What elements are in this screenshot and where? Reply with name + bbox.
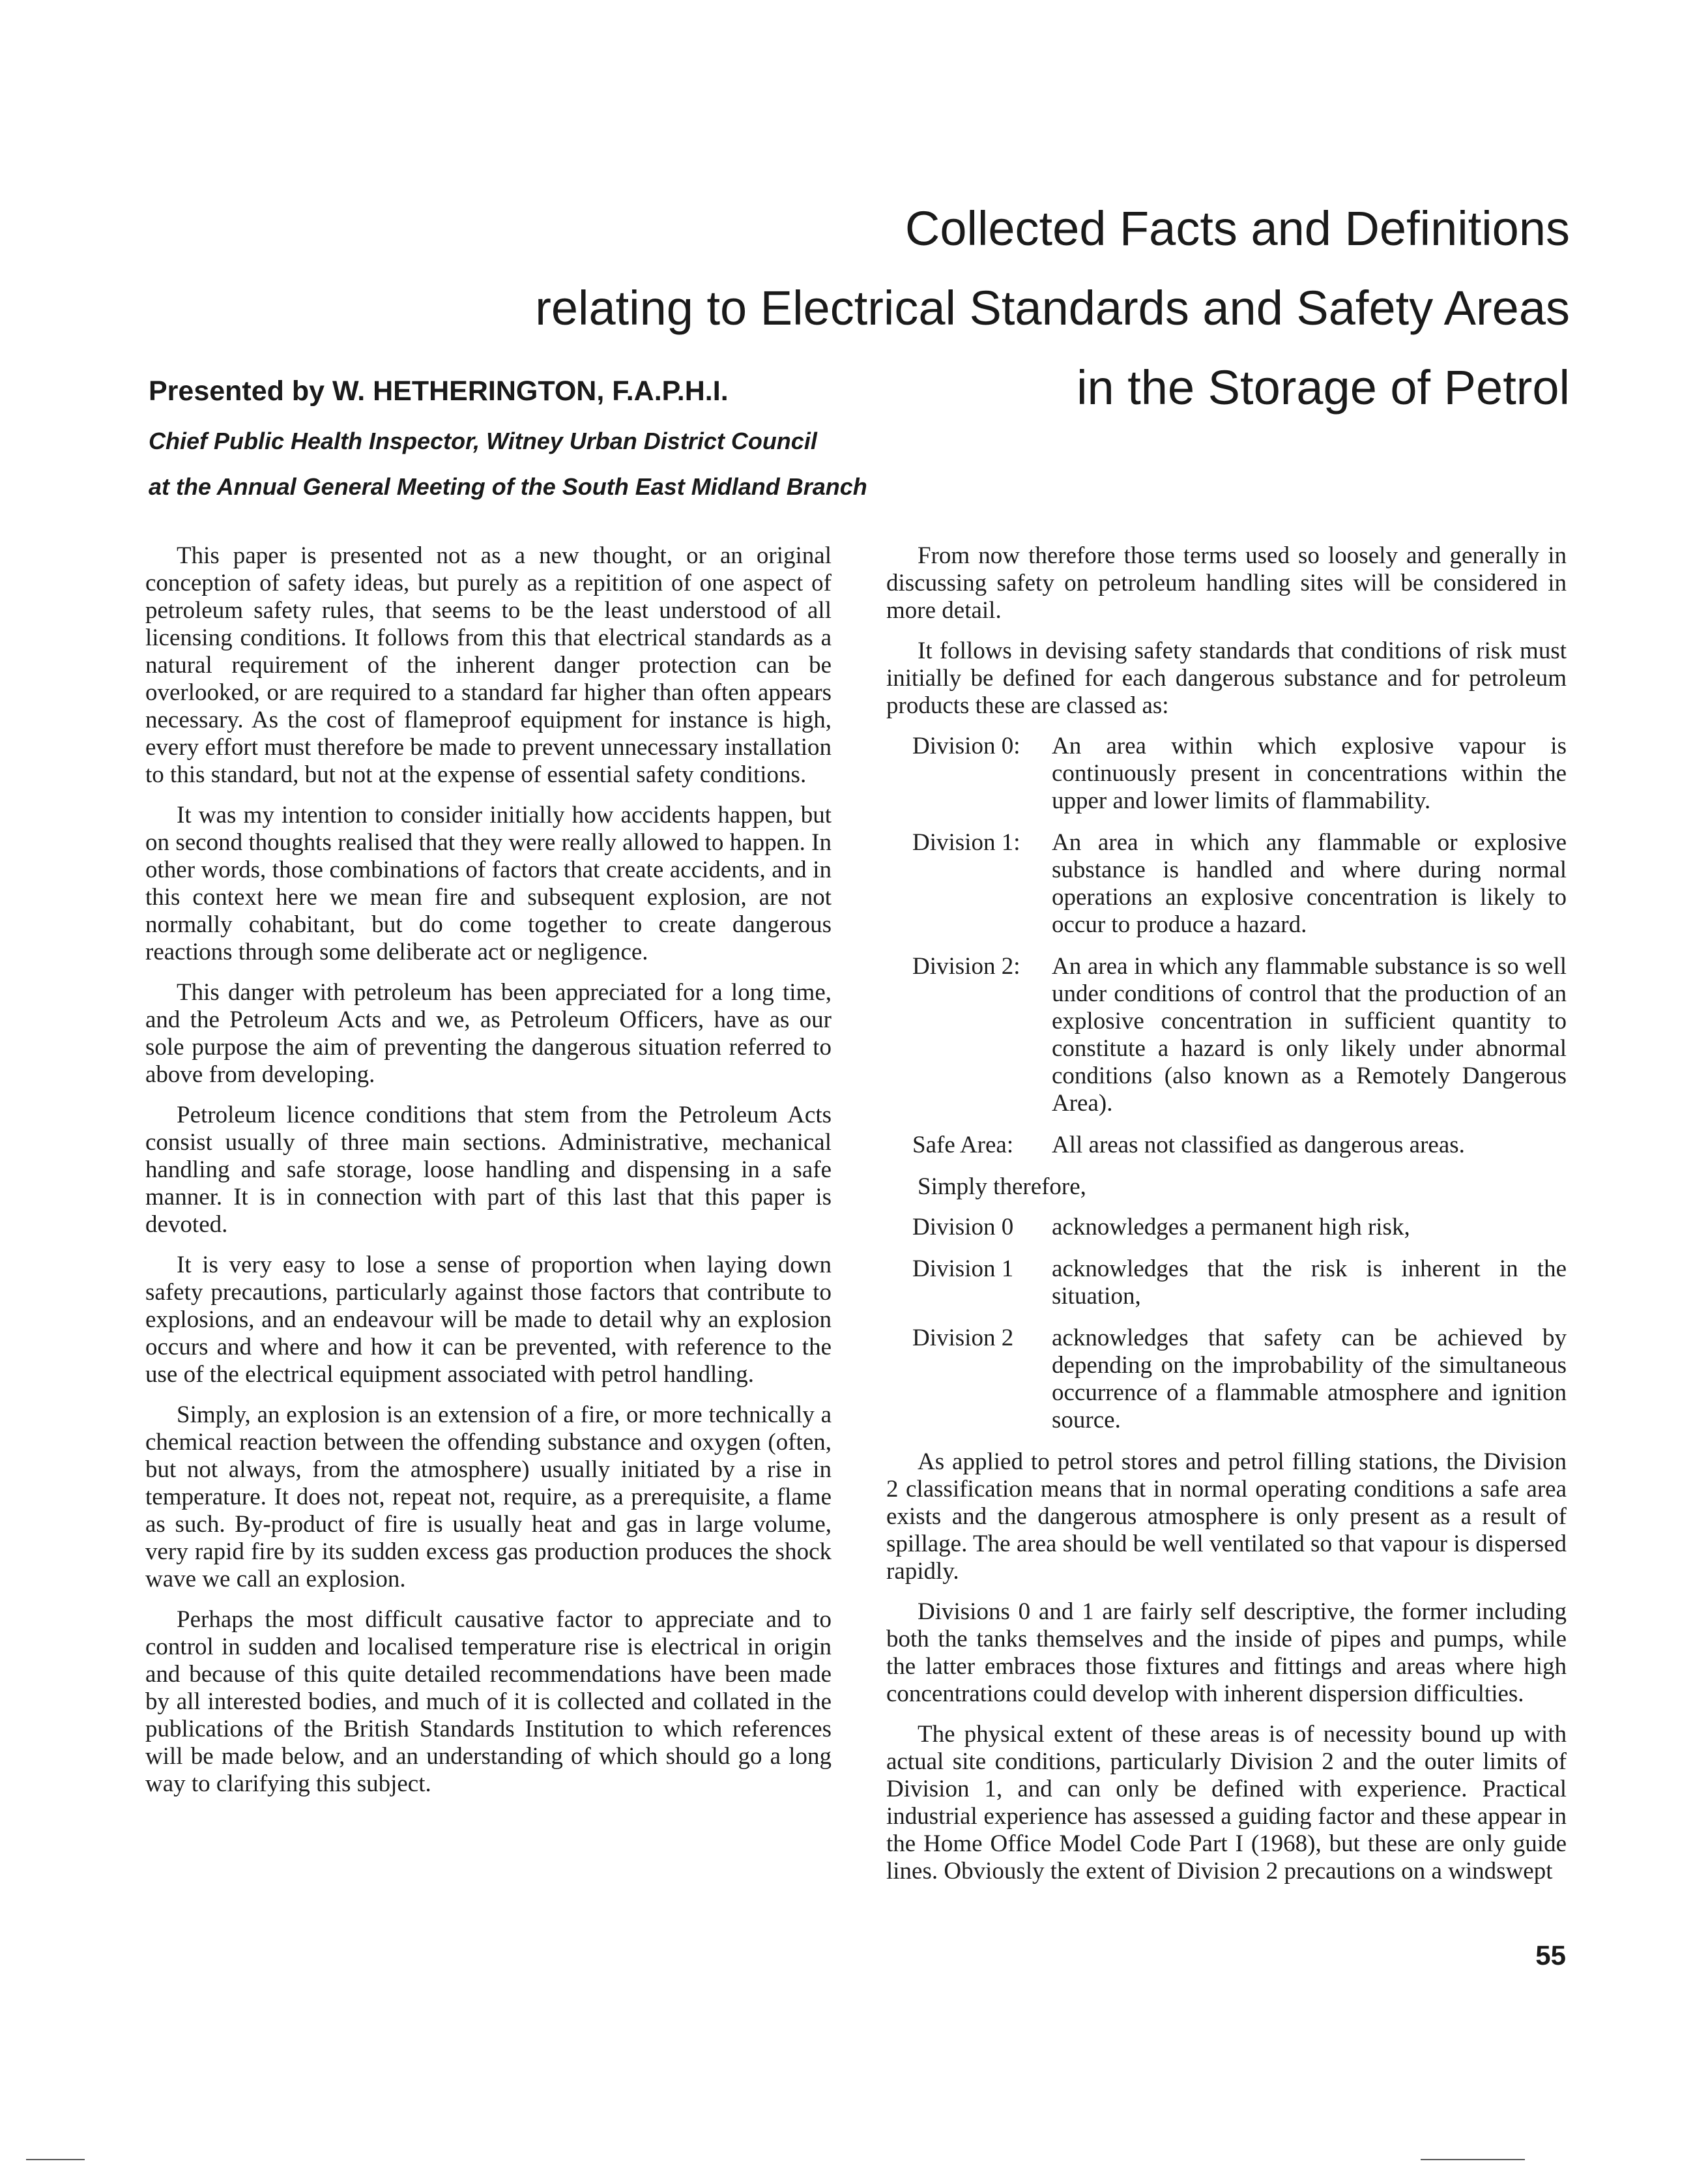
body-paragraph: It follows in devising safety standards that conditions of risk must initially be defined for each dangerous substance and for petroleum products these are classed as:	[886, 638, 1567, 719]
summary-text: acknowledges that the risk is inherent in the situation,	[1052, 1255, 1567, 1310]
body-paragraph: It is very easy to lose a sense of proportion when laying down safety precautions, particularly against those factors that contribute to explosions, and an endeavour will be made to detail why an explosion occurs and where and how it can be prevented, with reference to the use of the electrical equipment associated with petrol handling.	[145, 1252, 832, 1388]
summary-text: acknowledges that safety can be achieved by depending on the improbability of the simultaneous occurrence of a flammable atmosphere and ignition source.	[1052, 1325, 1567, 1433]
body-paragraph: The physical extent of these areas is of necessity bound up with actual site conditions, particularly Division 2 and the outer limits of Division 1, and can only be defined with experience. Practical industrial experience has assessed a guiding factor and these appear in the Home Office Model Code Part I (1968), but these are only guide lines. Obviously the extent of Division 2 precautions on a windswept	[886, 1721, 1567, 1884]
body-paragraph: Petroleum licence conditions that stem from the Petroleum Acts consist usually of three main sections. Administrative, mechanical handling and safe storage, loose handling and dispensing in a safe manner. It is in connection with part of this last that this paper is devoted.	[145, 1102, 832, 1238]
left-column	[145, 542, 832, 1811]
definition-item	[886, 733, 1567, 815]
definition-text: All areas not classified as dangerous areas.	[1052, 1132, 1465, 1158]
author-byline: Presented by W. HETHERINGTON, F.A.P.H.I.	[149, 375, 729, 407]
division-summary	[886, 1214, 1567, 1434]
summary-term: Division 2	[912, 1325, 1014, 1351]
definition-term: Division 2:	[912, 953, 1020, 980]
simply-therefore: Simply therefore,	[918, 1173, 1086, 1200]
definition-term: Safe Area:	[912, 1132, 1014, 1158]
summary-item	[886, 1214, 1567, 1241]
summary-term: Division 1	[912, 1255, 1014, 1282]
body-paragraph: Simply, an explosion is an extension of a fire, or more technically a chemical reaction between the offending substance and oxygen (often, but not always, from the atmosphere) usually initiated by a rise in temperature. It does not, repeat not, require, as a prerequisite, a flame as such. By-product of fire is usually heat and gas in large volume, very rapid fire by its sudden excess gas production produces the shock wave we call an explosion.	[145, 1401, 832, 1592]
author-affiliation-line-2: at the Annual General Meeting of the South East Midland Branch	[149, 473, 867, 500]
definition-term: Division 0:	[912, 733, 1020, 759]
definition-term: Division 1:	[912, 829, 1020, 856]
body-paragraph: It was my intention to consider initially how accidents happen, but on second thoughts realised that they were really allowed to happen. In other words, those combinations of factors that create accidents, and in this context here we mean fire and subsequent explosion, are not normally cohabitant, but do come together to create dangerous reactions through some deliberate act or negligence.	[145, 802, 832, 965]
right-column	[886, 542, 1567, 1898]
definition-text: An area within which explosive vapour is continuously present in concentrations within the upper and lower limits of flammability.	[1052, 733, 1567, 814]
summary-term: Division 0	[912, 1214, 1014, 1240]
body-paragraph: This danger with petroleum has been appreciated for a long time, and the Petroleum Acts and we, as Petroleum Officers, have as our sole purpose the aim of preventing the dangerous situation referred to above from developing.	[145, 979, 832, 1088]
body-paragraph: Divisions 0 and 1 are fairly self descriptive, the former including both the tanks themselves and the inside of pipes and pumps, while the latter embraces those fixtures and fittings and areas where high concentrations could develop with inherent dispersion difficulties.	[886, 1598, 1567, 1707]
summary-text: acknowledges a permanent high risk,	[1052, 1214, 1410, 1240]
page-number: 55	[1535, 1940, 1566, 1971]
scan-edge-mark	[1421, 2159, 1525, 2160]
definition-item	[886, 829, 1567, 939]
title-line-1: Collected Facts and Definitions	[905, 201, 1570, 256]
title-line-3: in the Storage of Petrol	[1077, 360, 1570, 415]
definition-item	[886, 953, 1567, 1117]
body-paragraph: This paper is presented not as a new thought, or an original conception of safety ideas, but purely as a repitition of one aspect of petroleum safety rules, that seems to be the least understood of all licensing conditions. It follows from this that electrical standards as a natural requirement of the inherent danger protection can be overlooked, or are required to a standard far higher than often appears necessary. As the cost of flameproof equipment for instance is high, every effort must therefore be made to prevent unnecessary installation to this standard, but not at the expense of essential safety conditions.	[145, 542, 832, 788]
body-paragraph: Perhaps the most difficult causative factor to appreciate and to control in sudden and localised temperature rise is electrical in origin and because of this quite detailed recommendations have been made by all interested bodies, and much of it is collected and collated in the publications of the British Standards Institution to which references will be made below, and an understanding of which should go a long way to clarifying this subject.	[145, 1606, 832, 1797]
scan-edge-mark	[26, 2159, 85, 2160]
body-paragraph: From now therefore those terms used so loosely and generally in discussing safety on petroleum handling sites will be considered in more detail.	[886, 542, 1567, 624]
definition-text: An area in which any flammable or explosive substance is handled and where during normal operations an explosive concentration is likely to occur to produce a hazard.	[1052, 829, 1567, 938]
division-definitions	[886, 733, 1567, 1159]
definition-item	[886, 1132, 1567, 1159]
author-affiliation-line-1: Chief Public Health Inspector, Witney Urban District Council	[149, 428, 817, 454]
title-line-2: relating to Electrical Standards and Safety Areas	[535, 281, 1570, 335]
definition-text: An area in which any flammable substance is so well under conditions of control that the production of an explosive concentration in sufficient quantity to constitute a hazard is only likely under abnormal conditions (also known as a Remotely Dangerous Area).	[1052, 953, 1567, 1117]
body-paragraph: As applied to petrol stores and petrol filling stations, the Division 2 classification means that in normal operating conditions a safe area exists and the dangerous atmosphere is only present as a result of spillage. The area should be well ventilated so that vapour is dispersed rapidly.	[886, 1448, 1567, 1585]
summary-item	[886, 1255, 1567, 1310]
summary-item	[886, 1325, 1567, 1434]
